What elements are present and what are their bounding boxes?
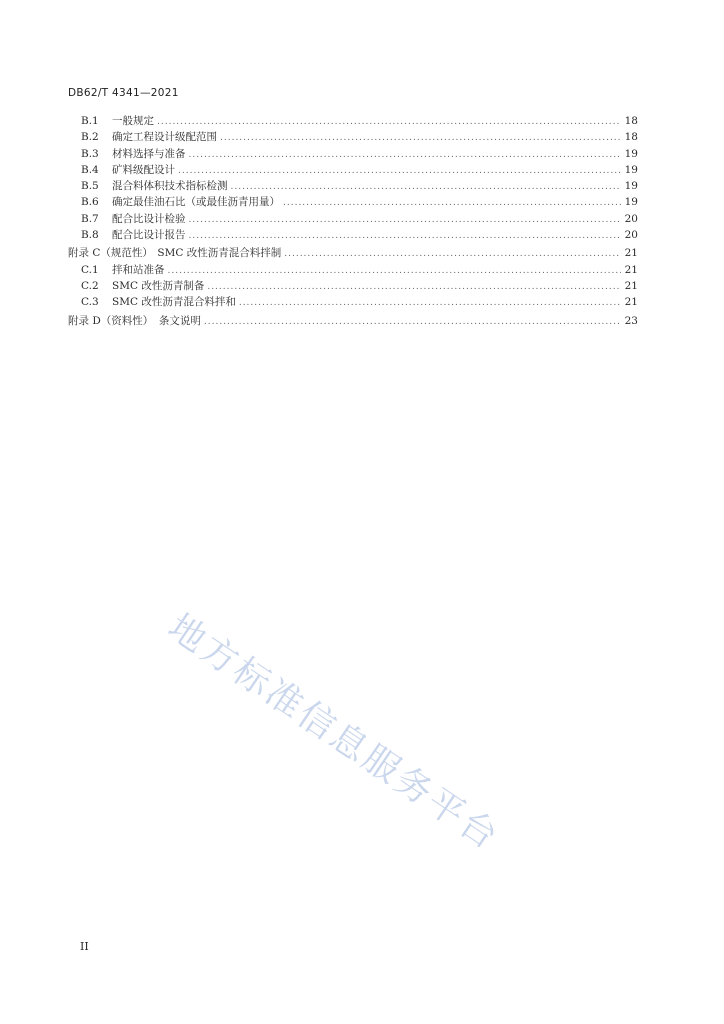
leader-dots (204, 314, 621, 330)
toc-entry-appendix-d[interactable] (68, 313, 638, 329)
document-number: DB62/T 4341—2021 (68, 87, 179, 99)
leader-dots (189, 147, 622, 163)
appendix-title: SMC 改性沥青混合料拌制 (157, 247, 282, 260)
toc-entry-b8[interactable] (68, 227, 638, 243)
toc-title: 配合比设计检验 (112, 212, 186, 225)
toc-page: 19 (624, 147, 638, 160)
toc-number: B.1 (81, 115, 99, 127)
leader-dots (283, 195, 621, 211)
leader-dots (231, 179, 622, 195)
appendix-label: 附录 C（规范性） (68, 247, 153, 260)
toc-title: 拌和站准备 (112, 263, 165, 276)
toc-number: B.6 (81, 196, 99, 209)
toc-number: B.7 (81, 212, 99, 225)
toc-page: 21 (624, 279, 638, 292)
toc-page: 21 (624, 247, 638, 260)
toc-number: C.3 (81, 296, 99, 309)
toc-page: 21 (624, 296, 638, 309)
toc-page: 18 (624, 115, 638, 127)
toc-entry-b5[interactable] (68, 178, 638, 194)
toc-number: B.5 (81, 180, 99, 193)
leader-dots (189, 212, 622, 228)
toc-entry-c2[interactable] (68, 278, 638, 294)
toc-page: 19 (624, 163, 638, 176)
toc-number: B.8 (81, 229, 99, 242)
toc-entry-b2[interactable] (68, 129, 638, 145)
toc-entry-appendix-c[interactable] (68, 245, 638, 261)
leader-dots (220, 130, 621, 146)
toc-title: 确定最佳油石比（或最佳沥青用量） (112, 196, 280, 209)
toc-title: 一般规定 (112, 115, 154, 127)
toc-page: 19 (624, 180, 638, 193)
toc-number: B.3 (81, 147, 99, 160)
toc-title: 确定工程设计级配范围 (112, 131, 217, 144)
toc-page: 23 (624, 314, 638, 327)
toc-title: 混合料体积技术指标检测 (112, 180, 228, 193)
toc-title: 配合比设计报告 (112, 229, 186, 242)
table-of-contents (68, 113, 638, 329)
leader-dots (168, 263, 622, 279)
toc-number: C.1 (81, 263, 99, 276)
toc-title: SMC 改性沥青制备 (112, 279, 205, 292)
toc-page: 21 (624, 263, 638, 276)
toc-number: B.2 (81, 131, 99, 144)
watermark: 地方标准信息服务平台 (160, 606, 507, 859)
toc-number: B.4 (81, 163, 99, 176)
toc-entry-c1[interactable] (68, 262, 638, 278)
appendix-title: 条文说明 (158, 314, 201, 327)
toc-page: 19 (624, 196, 638, 209)
toc-entry-b1[interactable] (68, 113, 638, 129)
leader-dots (284, 246, 621, 262)
toc-page: 20 (624, 229, 638, 242)
toc-entry-c3[interactable] (68, 294, 638, 310)
toc-entry-b4[interactable] (68, 162, 638, 178)
toc-title: SMC 改性沥青混合料拌和 (112, 296, 236, 309)
toc-number: C.2 (81, 279, 99, 292)
leader-dots (178, 163, 621, 179)
toc-entry-b3[interactable] (68, 146, 638, 162)
toc-page: 18 (624, 131, 638, 144)
toc-page: 20 (624, 212, 638, 225)
leader-dots (189, 228, 622, 244)
leader-dots (157, 114, 621, 130)
toc-entry-b7[interactable] (68, 211, 638, 227)
toc-title: 材料选择与准备 (112, 147, 186, 160)
page-number: II (80, 940, 89, 953)
toc-title: 矿料级配设计 (112, 163, 175, 176)
leader-dots (239, 295, 621, 311)
leader-dots (207, 279, 621, 295)
appendix-label: 附录 D（资料性） (68, 314, 154, 327)
toc-entry-b6[interactable] (68, 194, 638, 210)
